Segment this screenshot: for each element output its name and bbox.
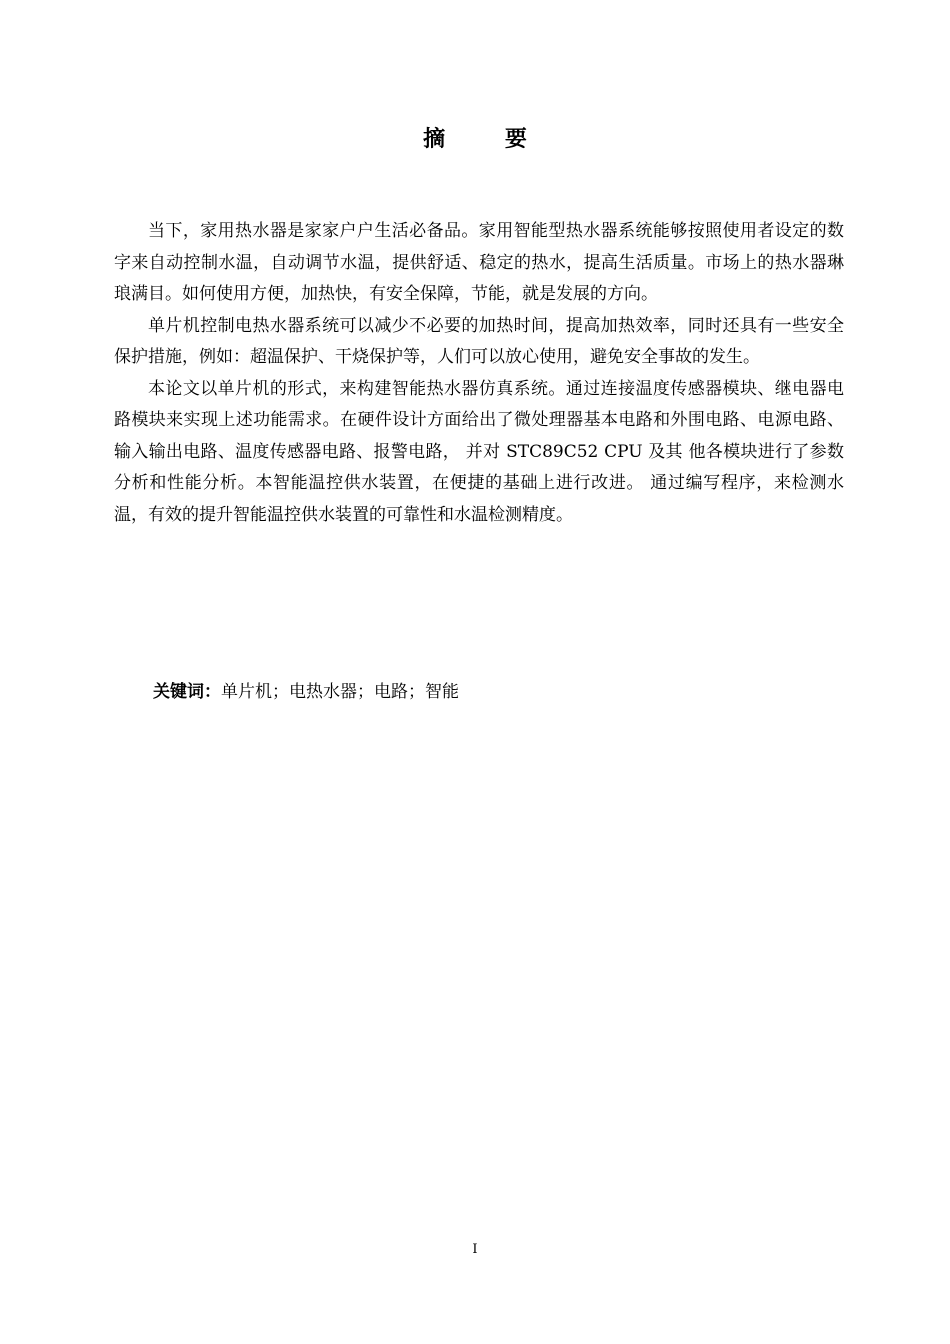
abstract-paragraph-1: 当下，家用热水器是家家户户生活必备品。家用智能型热水器系统能够按照使用者设定的数字来自动控制水温，自动调节水温，提供舒适、稳定的热水，提高生活质量。市场上的热水器琳琅满目。如何使用方便，加热快，有安全保障，节能，就是发展的方向。 xyxy=(114,221,844,304)
abstract-paragraph-2: 单片机控制电热水器系统可以减少不必要的加热时间，提高加热效率，同时还具有一些安全保护措施，例如：超温保护、干烧保护等，人们可以放心使用，避免安全事故的发生。 xyxy=(114,315,844,367)
abstract-body xyxy=(114,216,844,531)
abstract-title: 摘 要 xyxy=(423,126,553,152)
keywords-value: 单片机；电热水器；电路；智能 xyxy=(221,682,459,702)
abstract-paragraph-3: 本论文以单片机的形式，来构建智能热水器仿真系统。通过连接温度传感器模块、继电器电路模块来实现上述功能需求。在硬件设计方面给出了微处理器基本电路和外围电路、电源电路、输入输出电路、温度传感器电路、报警电路， 并对 STC89C52 CPU 及其 他各模块进行了参数分析和性能分析。本智能温控供水装置，在便捷的基础上进行改进。 通过编写程序，来检测水温，有效的提升智能温控供水装置的可靠性和水温检测精度。 xyxy=(114,378,844,525)
keywords-line xyxy=(153,677,459,707)
page-number: I xyxy=(472,1242,478,1257)
keywords-label: 关键词： xyxy=(153,682,221,702)
